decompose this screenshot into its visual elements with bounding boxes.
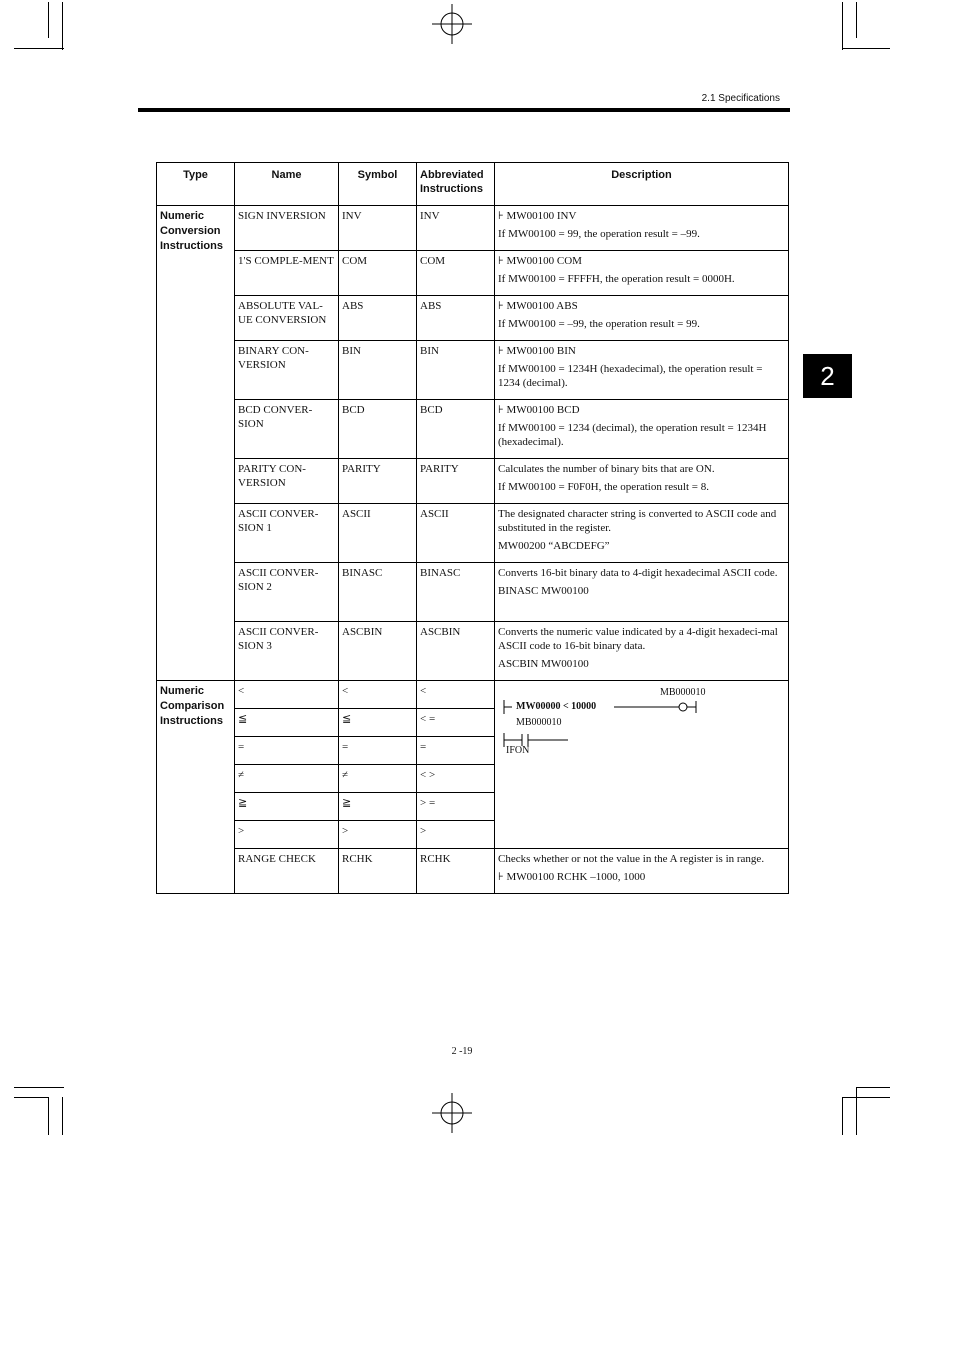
name-cell: ≠ [235,765,339,793]
desc-line: ASCBIN MW00100 [498,658,589,670]
symbol-cell: ≦ [339,709,417,737]
name-cell: ASCII CONVER-SION 3 [235,622,339,681]
desc-line: Checks whether or not the value in the A register is in range. [498,853,765,865]
abbr-cell: INV [417,206,495,251]
crop-mark [842,1097,890,1098]
desc-cell [495,849,789,894]
desc-cell [495,563,789,622]
abbr-cell: COM [417,251,495,296]
name-cell: > [235,821,339,849]
name-cell: ABSOLUTE VAL-UE CONVERSION [235,296,339,341]
crop-mark [62,1097,63,1135]
name-cell: = [235,737,339,765]
name-cell: < [235,681,339,709]
desc-line: BINASC MW00100 [498,585,589,597]
desc-line: If MW00100 = 1234H (hexadecimal), the operation result = 1234 (decimal). [498,363,763,389]
symbol-cell: = [339,737,417,765]
table-row [157,504,789,563]
chapter-tab: 2 [803,354,852,398]
desc-line: If MW00100 = 99, the operation result = –99. [498,228,700,240]
page-number: 2 -19 [451,1046,473,1057]
abbr-cell: BIN [417,341,495,400]
symbol-cell: COM [339,251,417,296]
symbol-cell: ABS [339,296,417,341]
desc-line: ⊦ MW00100 ABS [498,300,578,312]
abbr-cell: < [417,681,495,709]
symbol-cell: ASCBIN [339,622,417,681]
name-cell: SIGN INVERSION [235,206,339,251]
name-cell: ≧ [235,793,339,821]
abbr-cell: ABS [417,296,495,341]
symbol-cell: ASCII [339,504,417,563]
symbol-cell: PARITY [339,459,417,504]
symbol-cell: RCHK [339,849,417,894]
desc-line: Converts the numeric value indicated by a 4-digit hexadeci-mal ASCII code to 16-bit binary data. [498,626,778,652]
abbr-cell: < = [417,709,495,737]
abbr-cell: < > [417,765,495,793]
name-cell: PARITY CON-VERSION [235,459,339,504]
desc-line: If MW00100 = 1234 (decimal), the operation result = 1234H (hexadecimal). [498,422,767,448]
desc-cell [495,459,789,504]
symbol-cell: ≠ [339,765,417,793]
type-cell-conversion: Numeric Conversion Instructions [157,206,235,681]
crop-mark [842,2,843,50]
abbr-cell: = [417,737,495,765]
symbol-cell: BCD [339,400,417,459]
symbol-cell: < [339,681,417,709]
ladder-ifon-label: IFON [506,745,530,756]
crop-mark [856,1087,890,1088]
table-row [157,251,789,296]
table-row [157,206,789,251]
ladder-diagram [498,684,785,834]
column-header-description: Description [495,163,789,206]
column-header-abbreviated: Abbreviated Instructions [417,163,495,206]
symbol-cell: INV [339,206,417,251]
crop-mark [842,1097,843,1135]
abbr-cell: > [417,821,495,849]
table-row [157,563,789,622]
symbol-cell: BIN [339,341,417,400]
desc-cell [495,341,789,400]
abbr-cell: PARITY [417,459,495,504]
table-row [157,341,789,400]
section-header: 2.1 Specifications [701,93,780,104]
table-row [157,849,789,894]
ladder-diagram-cell [495,681,789,849]
abbr-cell: BINASC [417,563,495,622]
crop-mark [842,48,890,49]
desc-line: ⊦ MW00100 INV [498,210,577,222]
table-row [157,296,789,341]
crop-mark [14,1097,48,1098]
table-row [157,400,789,459]
desc-line: Calculates the number of binary bits that are ON. [498,463,715,475]
desc-line: ⊦ MW00100 RCHK –1000, 1000 [498,871,646,883]
abbr-cell: RCHK [417,849,495,894]
table-row [157,459,789,504]
crop-mark [856,2,857,38]
desc-cell [495,296,789,341]
crop-mark [14,1087,64,1088]
symbol-cell: BINASC [339,563,417,622]
crop-mark [14,48,64,49]
registration-mark-top [432,4,472,44]
abbr-cell: ASCII [417,504,495,563]
symbol-cell: ≧ [339,793,417,821]
table-header-row [157,163,789,206]
name-cell: RANGE CHECK [235,849,339,894]
instruction-table [156,162,789,894]
name-cell: BCD CONVER-SION [235,400,339,459]
name-cell: ≦ [235,709,339,737]
ladder-coil-label: MB000010 [660,687,706,698]
ladder-condition-label: MW00000 < 10000 [516,701,597,712]
table-row [157,622,789,681]
desc-line: MW00200 “ABCDEFG” [498,540,610,552]
table-row [157,681,789,709]
desc-cell [495,251,789,296]
ladder-contact-label: MB000010 [516,717,562,728]
desc-line: The designated character string is converted to ASCII code and substituted in the register. [498,508,777,534]
name-cell: ASCII CONVER-SION 2 [235,563,339,622]
desc-cell [495,622,789,681]
name-cell: BINARY CON-VERSION [235,341,339,400]
header-rule [138,108,790,112]
desc-line: ⊦ MW00100 BIN [498,345,576,357]
name-cell: ASCII CONVER-SION 1 [235,504,339,563]
abbr-cell: BCD [417,400,495,459]
type-cell-comparison: Numeric Comparison Instructions [157,681,235,894]
desc-cell [495,504,789,563]
crop-mark [62,2,63,50]
desc-line: ⊦ MW00100 BCD [498,404,580,416]
registration-mark-bottom [432,1093,472,1133]
crop-mark [48,2,49,38]
desc-line: ⊦ MW00100 COM [498,255,582,267]
crop-mark [856,1087,857,1135]
abbr-cell: ASCBIN [417,622,495,681]
abbr-cell: > = [417,793,495,821]
desc-line: Converts 16-bit binary data to 4-digit hexadecimal ASCII code. [498,567,778,579]
desc-cell [495,400,789,459]
column-header-name: Name [235,163,339,206]
desc-line: If MW00100 = F0F0H, the operation result = 8. [498,481,709,493]
crop-mark [48,1097,49,1135]
desc-line: If MW00100 = –99, the operation result = 99. [498,318,700,330]
desc-line: If MW00100 = FFFFH, the operation result = 0000H. [498,273,735,285]
column-header-type: Type [157,163,235,206]
desc-cell [495,206,789,251]
symbol-cell: > [339,821,417,849]
column-header-symbol: Symbol [339,163,417,206]
name-cell: 1'S COMPLE-MENT [235,251,339,296]
